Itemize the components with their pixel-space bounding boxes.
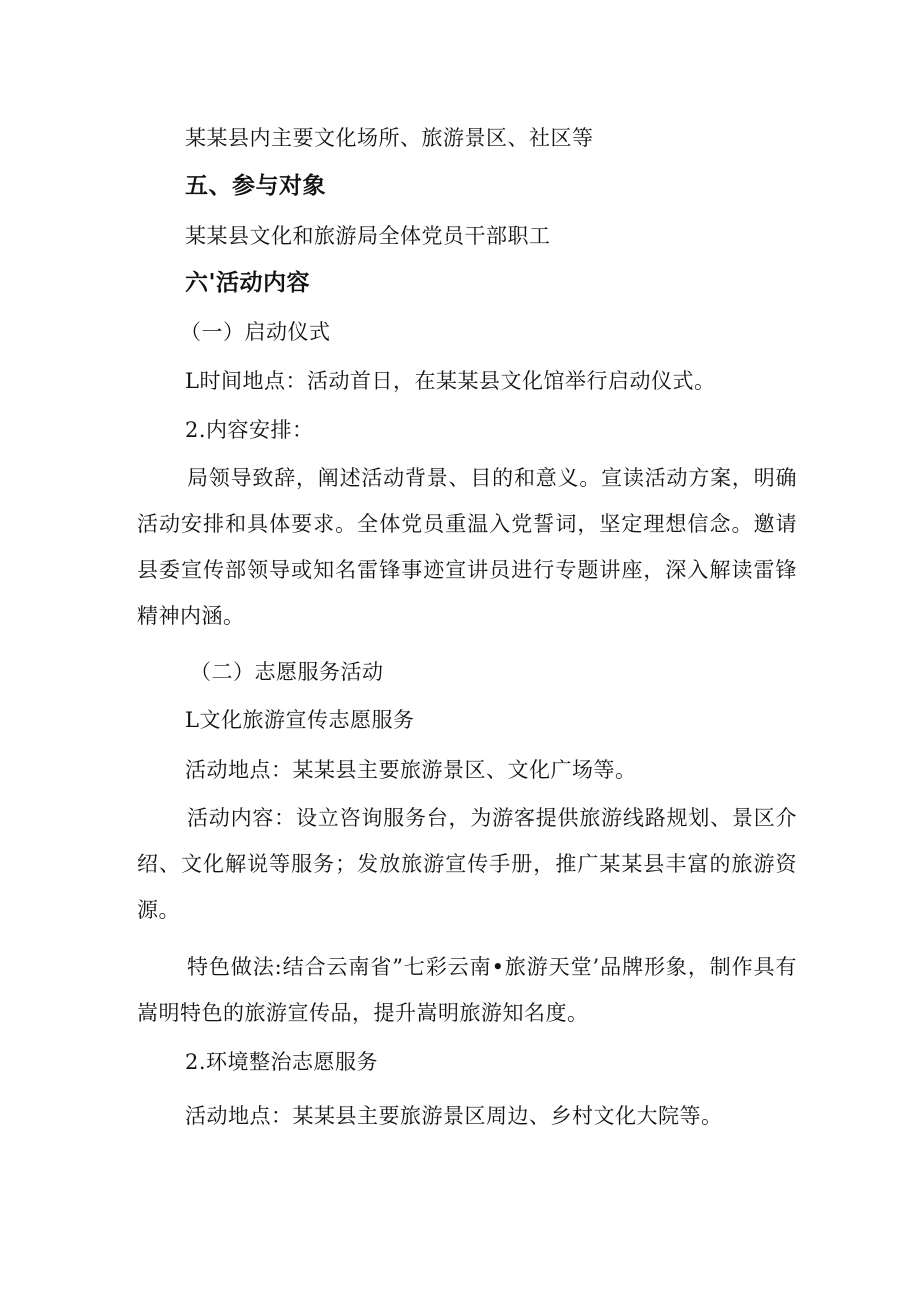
sub1-item1: L时间地点：活动首日，在某某县文化馆举行启动仪式。 [185, 369, 716, 393]
section5-heading: 五、参与对象 [185, 173, 326, 199]
sub1-heading: （一）启动仪式 [180, 320, 331, 344]
sub1-item2-body: 局领导致辞，阐述活动背景、目的和意义。宣读活动方案，明确活动安排和具体要求。全体党员重温入党誓词，坚定理想信念。邀请县委宣传部领导或知名雷锋事迹宣讲员进行专题讲座，深入解读雷锋精神内涵。 [137, 466, 797, 628]
sub1-item2: 2.内容安排： [185, 418, 314, 442]
venue-line: 某某县内主要文化场所、旅游景区、社区等 [185, 126, 594, 150]
sub2-item1-feature: 特色做法:结合云南省”七彩云南•旅游天堂’品牌形象，制作具有嵩明特色的旅游宣传品，提升嵩明旅游知名度。 [137, 955, 797, 1025]
sub2-item1-location: 活动地点：某某县主要旅游景区、文化广场等。 [185, 758, 637, 782]
section6-heading: 六'活动内容 [185, 270, 311, 296]
participants-text: 某某县文化和旅游局全体党员干部职工 [185, 224, 551, 248]
sub2-item2-location: 活动地点：某某县主要旅游景区周边、乡村文化大院等。 [185, 1104, 723, 1128]
sub2-item1-title: L文化旅游宣传志愿服务 [185, 708, 415, 732]
sub2-item1-content: 活动内容：设立咨询服务台，为游客提供旅游线路规划、景区介绍、文化解说等服务；发放旅游宣传手册，推广某某县丰富的旅游资源。 [137, 806, 797, 922]
sub2-heading: （二）志愿服务活动 [190, 660, 384, 684]
sub2-item2-title: 2.环境整治志愿服务 [185, 1050, 379, 1074]
